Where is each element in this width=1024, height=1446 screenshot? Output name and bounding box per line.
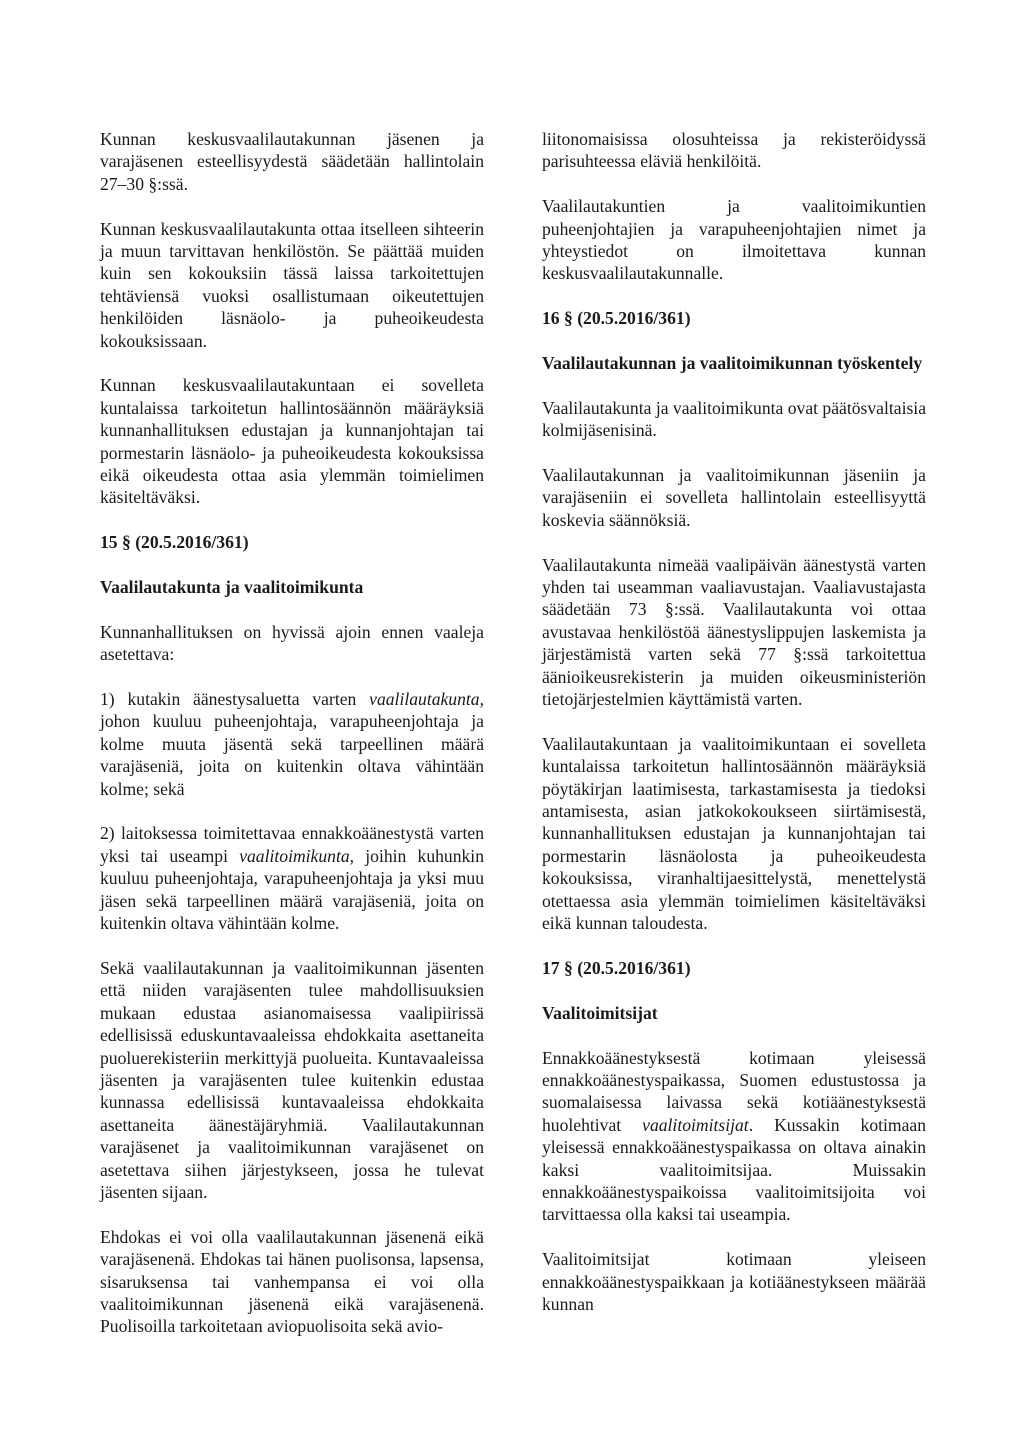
paragraph-contact-info: Vaalilautakuntien ja vaalitoimikuntien puheenjohtajien ja varapuheenjohtajien nimet ja yhteystiedot on ilmoitettava kunnan keskusvaalilautakunnalle.: [542, 196, 926, 284]
paragraph-disqualification-rules: Vaalilautakunnan ja vaalitoimikunnan jäseniin ja varajäseniin ei sovelleta hallintolain esteellisyyttä koskevia säännöksiä.: [542, 465, 926, 530]
left-column: [100, 128, 484, 1360]
paragraph-election-assistants: Vaalilautakunta nimeää vaalipäivän äänestystä varten yhden tai useamman vaaliavustajan. Vaaliavustajasta säädetään 73 §:ssä. Vaalilautakunta voi ottaa avustavaa henkilöstöä äänestyslippujen laskemista ja järjestämistä varten sekä 77 §:ssä tarkoitettua äänioikeusrekisterin ja muiden oikeusministeriön tietojärjestelmien käyttämistä varten.: [542, 554, 926, 710]
section-17-title: Vaalitoimitsijat: [542, 1002, 658, 1023]
paragraph-election-officials: [542, 1047, 926, 1226]
paragraph-board-staff: Kunnan keskusvaalilautakunta ottaa itselleen sihteerin ja muun tarvittavan henkilöstön. Se päättää muiden kuin sen kokouksiin tässä laissa tarkoitettujen tehtäviensä vuoksi osallistumaan oikeutettujen henkilöiden läsnäolo- ja puheoikeudesta kokouksissaan.: [100, 218, 484, 351]
list-item-1: [100, 688, 484, 800]
term-vaalilautakunta: vaalilautakunta: [369, 689, 480, 710]
list-item-1-pre: 1) kutakin äänestysaluetta varten: [100, 689, 370, 710]
paragraph-board-disqualification: Kunnan keskusvaalilautakunnan jäsenen ja varajäsenen esteellisyydestä säädetään hallintolain 27–30 §:ssä.: [100, 129, 484, 194]
list-item-1-post: , johon kuuluu puheenjohtaja, varapuheenjohtaja ja kolme muuta jäsentä sekä tarpeellinen määrä varajäseniä, joita on kuitenkin oltava vähintään kolme; sekä: [100, 689, 484, 799]
list-item-2-pre: 2) laitoksessa toimitettavaa ennakkoäänestystä varten yksi tai useampi: [100, 823, 484, 866]
right-column: [542, 128, 926, 1338]
paragraph-party-representation: Sekä vaalilautakunnan ja vaalitoimikunnan jäsenten että niiden varajäsenten tulee mahdollisuuksien mukaan edustaa asianomaisessa vaalipiirissä edellisissä eduskuntavaaleissa ehdokkaita asettaneita puoluerekisteriin merkittyjä puolueita. Kuntavaaleissa jäsenten ja varajäsenten tulee kuitenkin edustaa kunnassa edellisissä kuntavaaleissa ehdokkaita asettaneita äänestäjäryhmiä. Vaalilautakunnan varajäsenet ja vaalitoimikunnan varajäsenet on asetettava siihen järjestykseen, jossa he tulevat jäsenten sijaan.: [100, 957, 484, 1202]
paragraph-candidate-eligibility: Ehdokas ei voi olla vaalilautakunnan jäsenenä eikä varajäsenenä. Ehdokas tai hänen puolisonsa, lapsensa, sisaruksensa tai vanhempansa ei voi olla vaalitoimikunnan jäsenenä eikä varajäsenenä. Puolisoilla tarkoitetaan aviopuolisoita sekä avio-: [100, 1226, 484, 1337]
paragraph-officials-appointment: Vaalitoimitsijat kotimaan yleiseen ennakkoäänestyspaikkaan ja kotiäänestykseen määrää kunnan: [542, 1249, 926, 1314]
list-item-2: [100, 822, 484, 934]
term-vaalitoimikunta: vaalitoimikunta: [239, 845, 350, 866]
paragraph-board-rules: Kunnan keskusvaalilautakuntaan ei sovelleta kuntalaissa tarkoitetun hallintosäännön määräyksiä kunnanhallituksen edustajan ja kunnanjohtajan tai pormestarin läsnäolo- ja puheoikeudesta kokouksissa eikä oikeudesta ottaa asia ylemmän toimielimen käsiteltäväksi.: [100, 375, 484, 508]
list-item-2-post: , joihin kuhunkin kuuluu puheenjohtaja, varapuheenjohtaja ja yksi muu jäsen sekä tarpeellinen määrä varajäseniä, joita on kuitenkin oltava vähintään kolme.: [100, 845, 484, 934]
section-17-number: 17 § (20.5.2016/361): [542, 957, 691, 978]
paragraph-election-officials-post: . Kussakin kotimaan yleisessä ennakkoäänestyspaikassa on oltava ainakin kaksi vaalitoimitsijaa. Muissakin ennakkoäänestyspaikoissa vaalitoimitsijoita voi tarvittaessa olla kaksi tai useampia.: [542, 1114, 926, 1225]
section-15-number: 15 § (20.5.2016/361): [100, 532, 249, 553]
section-16-number: 16 § (20.5.2016/361): [542, 308, 691, 329]
paragraph-appointment-intro: Kunnanhallituksen on hyvissä ajoin ennen vaaleja asetettava:: [100, 621, 484, 665]
section-16-title: Vaalilautakunnan ja vaalitoimikunnan työskentely: [542, 353, 923, 374]
paragraph-quorum: Vaalilautakunta ja vaalitoimikunta ovat päätösvaltaisia kolmijäsenisinä.: [542, 397, 927, 441]
paragraph-administrative-rules: Vaalilautakuntaan ja vaalitoimikuntaan ei sovelleta kuntalaissa tarkoitetun hallintosäännön määräyksiä pöytäkirjan laatimisesta, tarkastamisesta ja tiedoksi antamisesta, asian jatkokokoukseen siirtämisestä, kunnanhallituksen edustajan ja kunnanjohtajan tai pormestarin läsnäolosta ja puheoikeudesta kokouksissa, viranhaltijaesittelystä, menettelystä otettaessa asia ylemmän toimielimen käsiteltäväksi eikä kunnan taloudesta.: [542, 733, 926, 934]
paragraph-election-officials-pre: Ennakkoäänestyksestä kotimaan yleisessä ennakkoäänestyspaikassa, Suomen edustustossa ja suomalaisessa laivassa sekä kotiäänestyksestä huolehtivat: [542, 1047, 926, 1135]
paragraph-continuation: liitonomaisissa olosuhteissa ja rekisteröidyssä parisuhteessa eläviä henkilöitä.: [542, 129, 926, 172]
section-15-title: Vaalilautakunta ja vaalitoimikunta: [100, 577, 364, 598]
term-vaalitoimitsijat: vaalitoimitsijat: [642, 1114, 749, 1135]
